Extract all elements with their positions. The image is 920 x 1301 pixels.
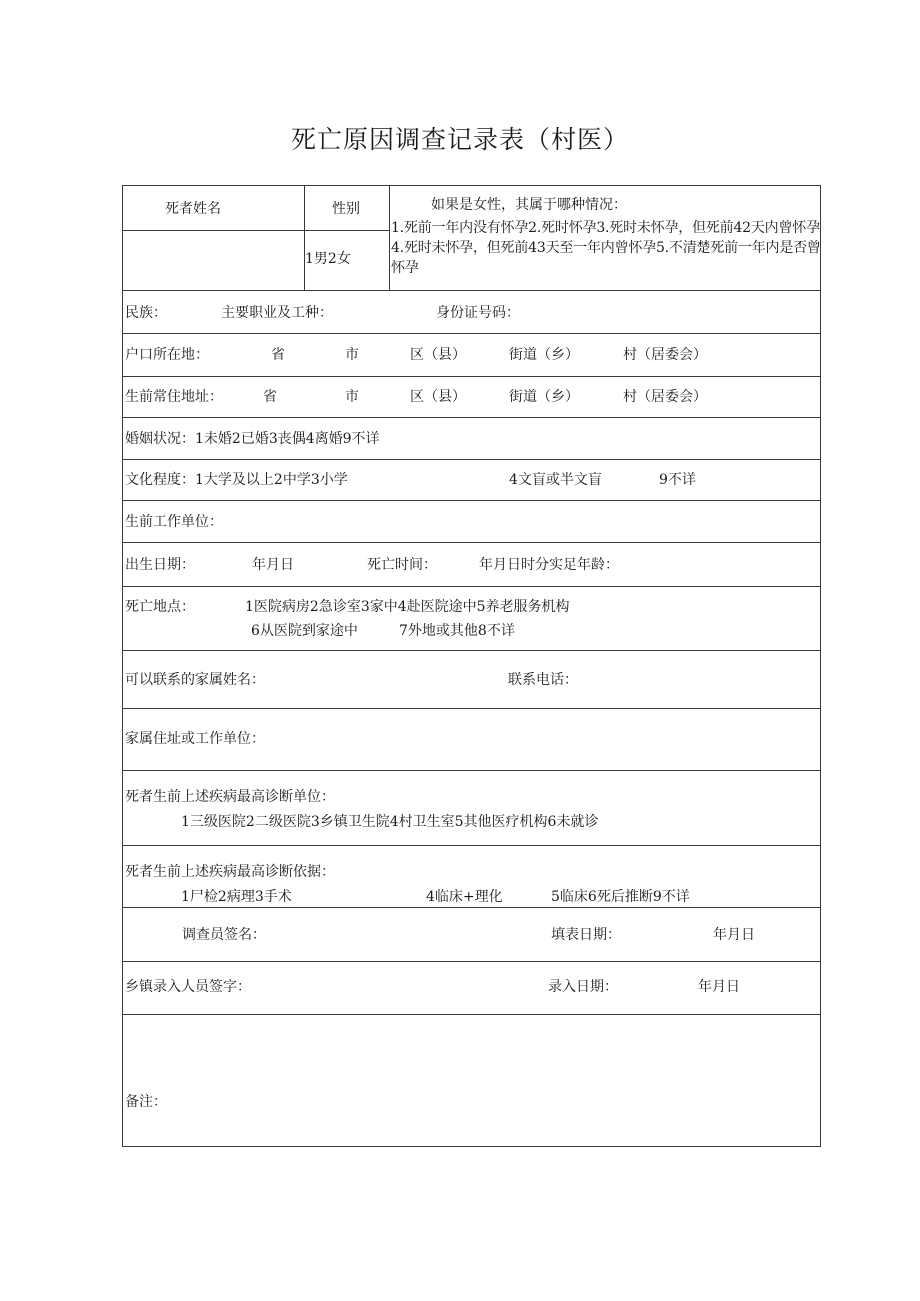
residence-address-label: 生前常住地址： (125, 389, 223, 405)
pregnancy-question: 如果是女性，其属于哪种情况： (431, 197, 627, 213)
registered-city: 市 (345, 347, 359, 363)
row-divider (123, 459, 820, 460)
registered-address-label: 户口所在地： (125, 347, 209, 363)
education-options-c[interactable]: 9不详 (659, 472, 696, 488)
residence-village: 村（居委会） (623, 389, 707, 405)
death-place-options-2b[interactable]: 7外地或其他8不详 (399, 623, 515, 639)
row-divider (123, 333, 820, 334)
pregnancy-options[interactable]: 1.死前一年内没有怀孕2.死时怀孕3.死时未怀孕，但死前42天内曾怀孕4.死时未怀孕，但死前43天至一年内曾怀孕5.不清楚死前一年内是否曾怀孕 (391, 220, 821, 276)
row-divider (123, 1014, 820, 1015)
fill-date-label: 填表日期： (551, 927, 621, 943)
death-time-ymd[interactable]: 年月日时分实足年龄： (479, 557, 619, 573)
name-field[interactable] (124, 232, 302, 288)
death-time-label: 死亡时间： (367, 557, 437, 573)
investigator-sign-label: 调查员签名： (182, 927, 266, 943)
residence-street: 街道（乡） (509, 389, 579, 405)
row-divider (123, 708, 820, 709)
row-divider (123, 290, 820, 291)
diagnosis-basis-options-a[interactable]: 1尸检2病理3手术 (181, 889, 292, 905)
education-options-b[interactable]: 4文盲或半文盲 (509, 472, 602, 488)
row-divider (123, 650, 820, 651)
row-divider (123, 586, 820, 587)
residence-province: 省 (263, 389, 277, 405)
entry-date-ymd[interactable]: 年月日 (698, 979, 740, 995)
death-place-label: 死亡地点： (125, 599, 195, 615)
row-divider (123, 961, 820, 962)
entry-sign-label: 乡镇录入人员签字： (125, 979, 251, 995)
divider-sex-pregnancy (389, 186, 390, 290)
residence-city: 市 (345, 389, 359, 405)
diagnosis-unit-options[interactable]: 1三级医院2二级医院3乡镇卫生院4村卫生室5其他医疗机构6未就诊 (181, 814, 599, 830)
phone-label: 联系电话： (508, 672, 578, 688)
registered-province: 省 (271, 347, 285, 363)
death-investigation-form (122, 185, 821, 1147)
education-options-a[interactable]: 文化程度：1大学及以上2中学3小学 (125, 472, 348, 488)
row-divider (123, 417, 820, 418)
divider-name-sex (304, 186, 305, 290)
entry-date-label: 录入日期： (548, 979, 618, 995)
id-number-label: 身份证号码： (436, 305, 520, 321)
family-name-label: 可以联系的家属姓名： (125, 672, 265, 688)
registered-street: 街道（乡） (509, 347, 579, 363)
death-place-options-1[interactable]: 1医院病房2急诊室3家中4赴医院途中5养老服务机构 (245, 599, 570, 615)
family-address-label: 家属住址或工作单位： (125, 731, 265, 747)
registered-district: 区（县） (410, 347, 466, 363)
row-divider (123, 845, 820, 846)
row-divider (123, 376, 820, 377)
sex-label: 性别 (332, 201, 360, 217)
row-divider (123, 542, 820, 543)
diagnosis-basis-options-c[interactable]: 5临床6死后推断9不详 (551, 889, 690, 905)
row-divider (123, 907, 820, 908)
divider-header-mid (123, 230, 389, 231)
diagnosis-basis-label: 死者生前上述疾病最高诊断依据： (125, 864, 335, 880)
work-unit-label: 生前工作单位： (125, 514, 223, 530)
birth-date-ymd[interactable]: 年月日 (252, 557, 294, 573)
row-divider (123, 770, 820, 771)
row-divider (123, 500, 820, 501)
fill-date-ymd[interactable]: 年月日 (713, 927, 755, 943)
marital-status[interactable]: 婚姻状况：1未婚2已婚3丧偶4离婚9不详 (125, 431, 380, 447)
name-label: 死者姓名 (165, 201, 221, 217)
death-place-options-2a[interactable]: 6从医院到家途中 (251, 623, 358, 639)
occupation-label: 主要职业及工种： (221, 305, 333, 321)
diagnosis-basis-options-b[interactable]: 4临床+理化 (426, 889, 503, 905)
remarks-label: 备注： (125, 1094, 167, 1110)
sex-options[interactable]: 1男2女 (305, 251, 351, 267)
ethnicity-label: 民族： (125, 305, 167, 321)
registered-village: 村（居委会） (623, 347, 707, 363)
remarks-field[interactable] (183, 1026, 813, 1136)
residence-district: 区（县） (410, 389, 466, 405)
diagnosis-unit-label: 死者生前上述疾病最高诊断单位： (125, 789, 335, 805)
birth-date-label: 出生日期： (125, 557, 195, 573)
page-title: 死亡原因调查记录表（村医） (290, 125, 629, 154)
